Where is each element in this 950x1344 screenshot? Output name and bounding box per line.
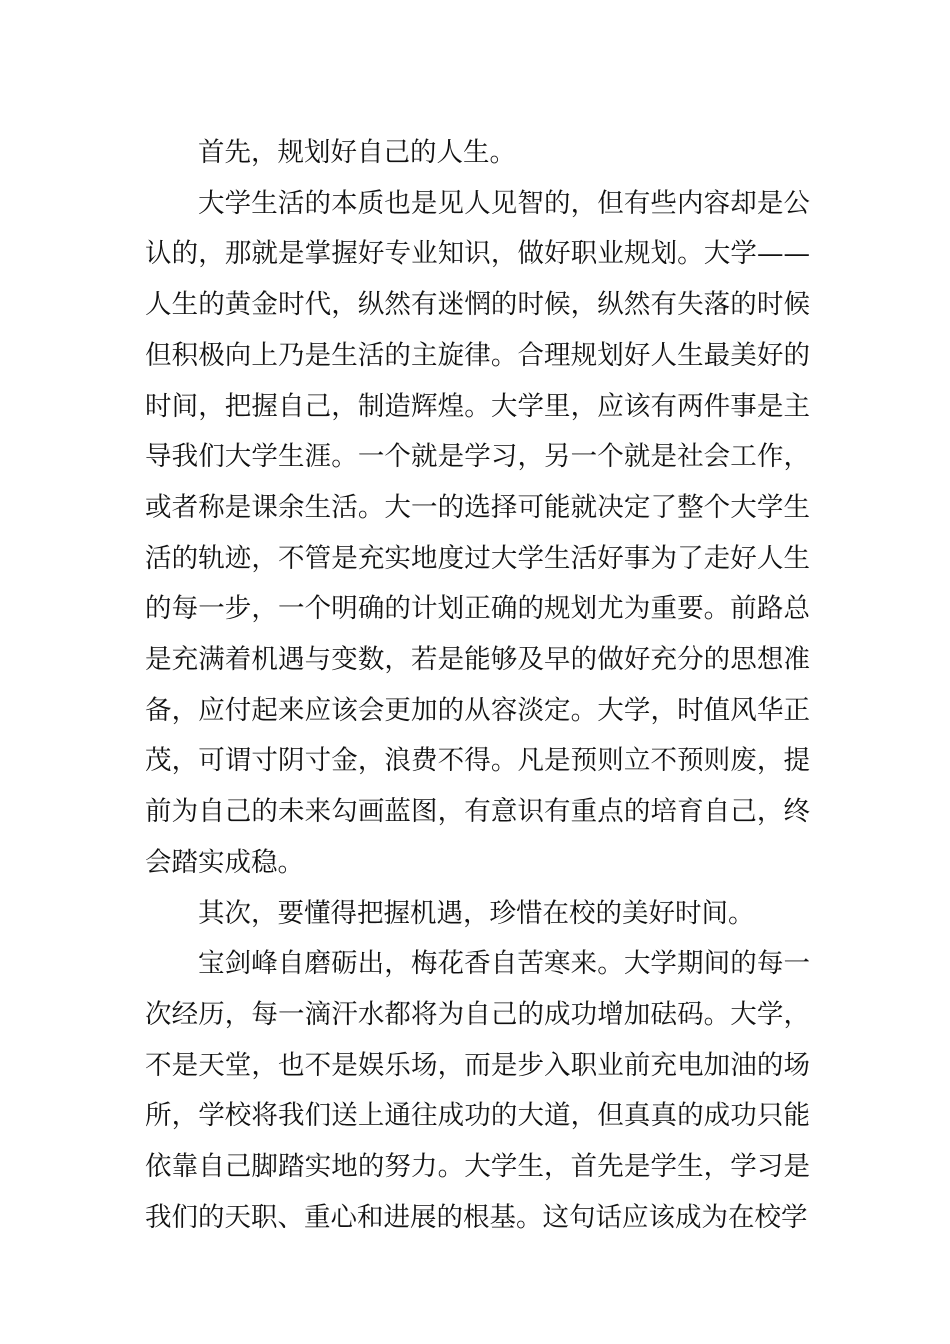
paragraph-university-life: 大学生活的本质也是见人见智的，但有些内容却是公认的，那就是掌握好专业知识，做好职业规划。大学——人生的黄金时代，纵然有迷惘的时候，纵然有失落的时候但积极向上乃是生活的主旋律。合理规划好人生最美好的时间，把握自己，制造辉煌。大学里，应该有两件事是主导我们大学生涯。一个就是学习，另一个就是社会工作，或者称是课余生活。大一的选择可能就决定了整个大学生活的轨迹，不管是充实地度过大学生活好事为了走好人生的每一步，一个明确的计划正确的规划尤为重要。前路总是充满着机遇与变数，若是能够及早的做好充分的思想准备，应付起来应该会更加的从容淡定。大学，时值风华正茂，可谓寸阴寸金，浪费不得。凡是预则立不预则废，提前为自己的未来勾画蓝图，有意识有重点的培育自己，终会踏实成稳。 bbox=[145, 187, 810, 878]
paragraph-heading-plan-life: 首先，规划好自己的人生。 bbox=[198, 137, 516, 168]
document-body bbox=[145, 128, 810, 1243]
paragraph-hard-work: 宝剑峰自磨砺出，梅花香自苦寒来。大学期间的每一次经历，每一滴汗水都将为自己的成功增加砝码。大学，不是天堂，也不是娱乐场，而是步入职业前充电加油的场所，学校将我们送上通往成功的大道，但真真的成功只能依靠自己脚踏实地的努力。大学生，首先是学生，学习是我们的天职、重心和进展的根基。这句话应该成为在校学 bbox=[145, 948, 810, 1233]
paragraph-heading-seize-opportunity: 其次，要懂得把握机遇，珍惜在校的美好时间。 bbox=[198, 897, 755, 929]
